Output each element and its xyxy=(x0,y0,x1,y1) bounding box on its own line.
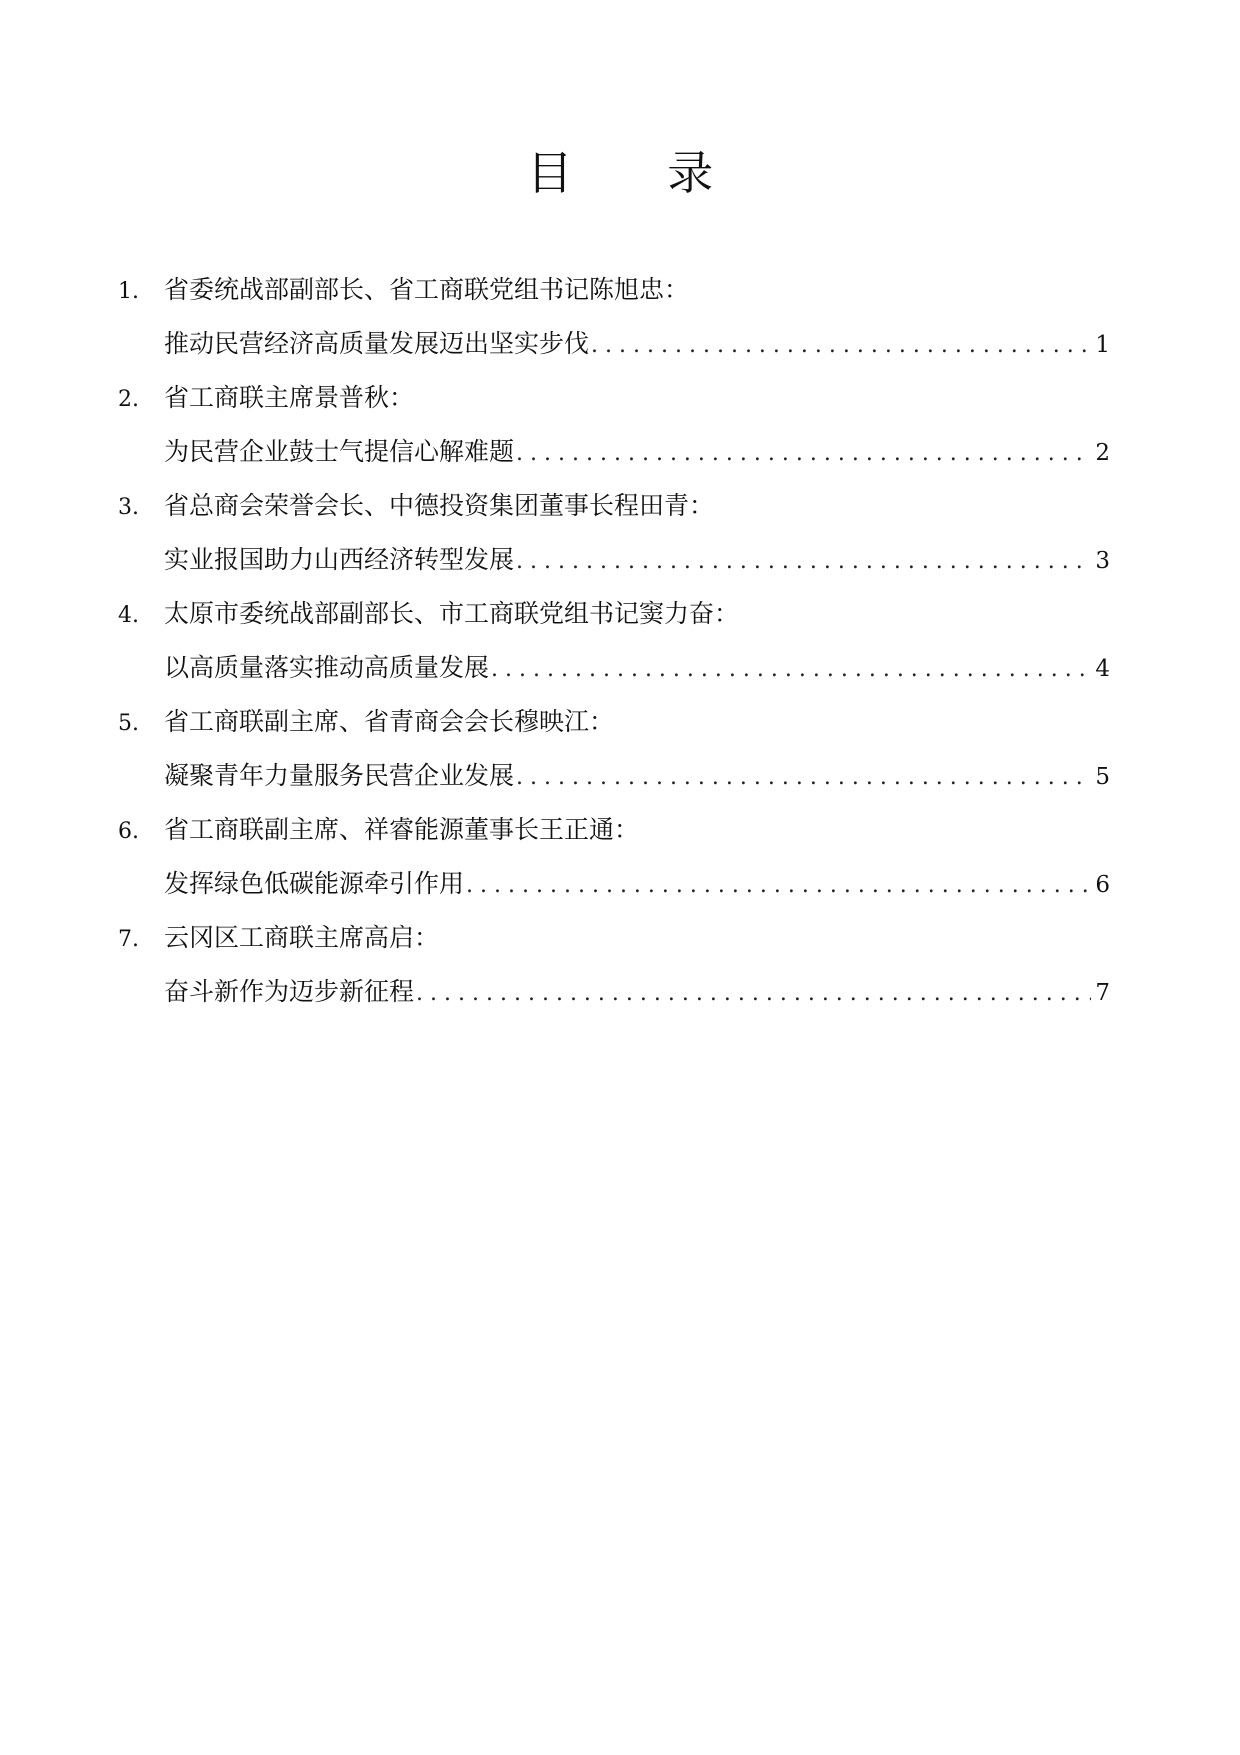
toc-title-line xyxy=(164,641,1110,695)
toc-entry xyxy=(118,263,1110,371)
toc-entry-title: 实业报国助力山西经济转型发展 xyxy=(164,545,515,574)
toc-speaker-line xyxy=(118,587,1110,641)
toc-speaker-line xyxy=(118,911,1110,965)
toc-title-line xyxy=(164,533,1110,587)
toc-entry-speaker: 省工商联副主席、省青商会会长穆映江： xyxy=(164,707,615,736)
toc-entry-number: 6. xyxy=(118,819,139,844)
toc-entry-speaker: 省工商联副主席、祥睿能源董事长王正通： xyxy=(164,815,640,844)
dot-leader xyxy=(516,751,1091,805)
toc-speaker-line xyxy=(118,371,1110,425)
toc-entry-title: 为民营企业鼓士气提信心解难题 xyxy=(164,437,515,466)
toc-entry-page-number: 6 xyxy=(1095,872,1110,898)
toc-title-line xyxy=(164,965,1110,1019)
toc-entry xyxy=(118,911,1110,1019)
toc-entry-page-number: 7 xyxy=(1095,980,1110,1006)
toc-entry-page-number: 5 xyxy=(1095,764,1110,790)
toc-entry xyxy=(118,803,1110,911)
toc-entry xyxy=(118,371,1110,479)
toc-title-line xyxy=(164,749,1110,803)
toc-entry-title: 奋斗新作为迈步新征程 xyxy=(164,977,415,1006)
dot-leader xyxy=(466,859,1091,913)
toc-entry-speaker: 省总商会荣誉会长、中德投资集团董事长程田青： xyxy=(164,491,715,520)
toc-speaker-line xyxy=(118,695,1110,749)
toc-title-line xyxy=(164,857,1110,911)
toc-entry-number: 2. xyxy=(118,387,139,412)
toc-entry xyxy=(118,695,1110,803)
toc-entry xyxy=(118,479,1110,587)
toc-entry-number: 4. xyxy=(118,603,139,628)
table-of-contents xyxy=(118,263,1110,1019)
dot-leader xyxy=(516,427,1091,481)
toc-entry xyxy=(118,587,1110,695)
toc-entry-speaker: 太原市委统战部副部长、市工商联党组书记窦力奋： xyxy=(164,599,740,628)
toc-entry-title: 推动民营经济高质量发展迈出坚实步伐 xyxy=(164,329,590,358)
toc-entry-title: 发挥绿色低碳能源牵引作用 xyxy=(164,869,465,898)
toc-entry-number: 1. xyxy=(118,279,139,304)
dot-leader xyxy=(491,643,1091,697)
toc-entry-speaker: 省工商联主席景普秋： xyxy=(164,383,415,412)
page-title: 目 录 xyxy=(526,146,754,200)
toc-entry-page-number: 1 xyxy=(1095,332,1110,358)
toc-title-line xyxy=(164,425,1110,479)
toc-entry-page-number: 2 xyxy=(1095,440,1110,466)
toc-entry-speaker: 省委统战部副部长、省工商联党组书记陈旭忠： xyxy=(164,275,690,304)
dot-leader xyxy=(416,967,1091,1021)
toc-speaker-line xyxy=(118,479,1110,533)
dot-leader xyxy=(591,319,1091,373)
toc-entry-number: 3. xyxy=(118,495,139,520)
toc-entry-page-number: 3 xyxy=(1095,548,1110,574)
toc-entry-title: 以高质量落实推动高质量发展 xyxy=(164,653,490,682)
toc-entry-page-number: 4 xyxy=(1095,656,1110,682)
toc-entry-title: 凝聚青年力量服务民营企业发展 xyxy=(164,761,515,790)
toc-title-line xyxy=(164,317,1110,371)
toc-entry-speaker: 云冈区工商联主席高启： xyxy=(164,923,440,952)
toc-entry-number: 5. xyxy=(118,711,139,736)
dot-leader xyxy=(516,535,1091,589)
toc-entry-number: 7. xyxy=(118,927,139,952)
toc-speaker-line xyxy=(118,803,1110,857)
toc-speaker-line xyxy=(118,263,1110,317)
